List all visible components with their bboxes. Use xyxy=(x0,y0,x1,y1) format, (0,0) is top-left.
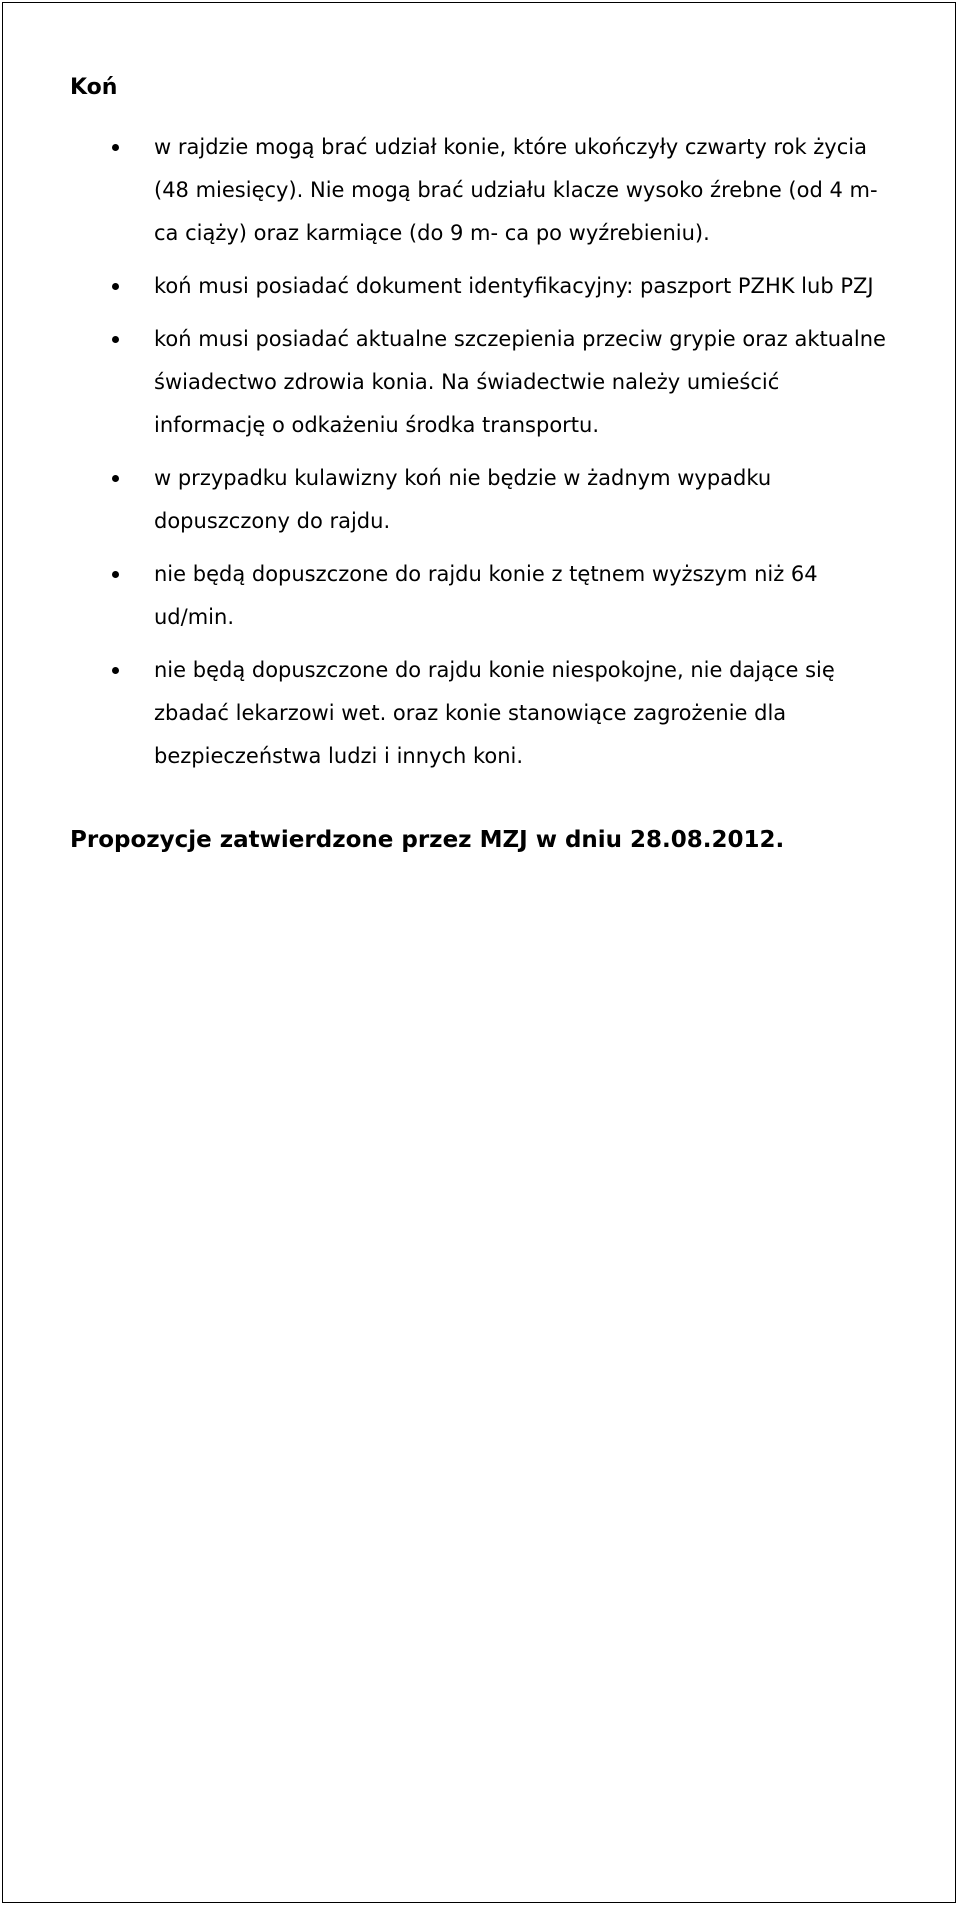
bullet-icon xyxy=(112,144,119,151)
rule-text: w rajdzie mogą brać udział konie, które ukończyły czwarty rok życia (48 miesięcy). Nie mogą brać udziału klacze wysoko źrebne (od 4 m-ca ciąży) oraz karmiące (do 9 m- ca po wyźrebieniu). xyxy=(154,135,878,245)
bullet-icon xyxy=(112,336,119,343)
approval-note: Propozycje zatwierdzone przez MZJ w dniu 28.08.2012. xyxy=(70,827,785,853)
bullet-icon xyxy=(112,475,119,482)
rule-text: nie będą dopuszczone do rajdu konie z tętnem wyższym niż 64 ud/min. xyxy=(154,562,818,629)
list-item xyxy=(70,126,890,255)
document-body xyxy=(70,72,890,856)
list-item xyxy=(70,649,890,778)
list-item xyxy=(70,265,890,308)
rules-list xyxy=(70,126,890,778)
list-item xyxy=(70,318,890,447)
bullet-icon xyxy=(112,571,119,578)
section-title: Koń xyxy=(70,75,118,100)
list-item xyxy=(70,553,890,639)
list-item xyxy=(70,457,890,543)
rule-text: koń musi posiadać aktualne szczepienia przeciw grypie oraz aktualne świadectwo zdrowia konia. Na świadectwie należy umieścić informację o odkażeniu środka transportu. xyxy=(154,327,886,437)
rule-text: w przypadku kulawizny koń nie będzie w żadnym wypadku dopuszczony do rajdu. xyxy=(154,466,772,533)
bullet-icon xyxy=(112,667,119,674)
bullet-icon xyxy=(112,283,119,290)
rule-text: koń musi posiadać dokument identyfikacyjny: paszport PZHK lub PZJ xyxy=(154,274,874,298)
rule-text: nie będą dopuszczone do rajdu konie niespokojne, nie dające się zbadać lekarzowi wet. oraz konie stanowiące zagrożenie dla bezpieczeństwa ludzi i innych koni. xyxy=(154,658,835,768)
